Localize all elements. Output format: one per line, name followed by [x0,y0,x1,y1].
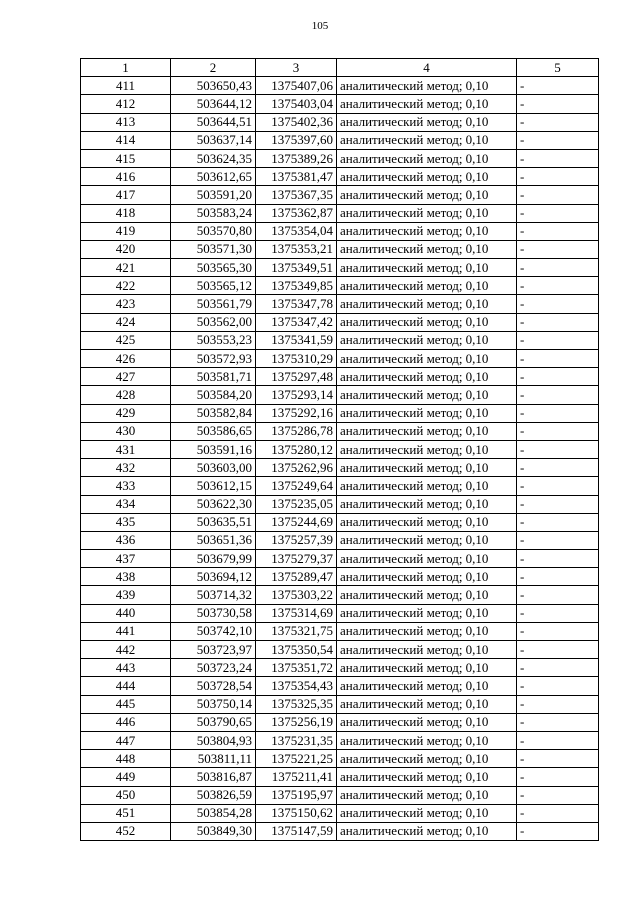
y-coordinate-cell: 1375349,85 [256,277,337,295]
table-row [81,459,599,477]
y-coordinate-cell: 1375402,36 [256,113,337,131]
method-cell: аналитический метод; 0,10 [337,513,517,531]
table-row [81,295,599,313]
note-cell: - [517,95,599,113]
table-row [81,695,599,713]
note-cell: - [517,695,599,713]
method-cell: аналитический метод; 0,10 [337,259,517,277]
point-number-cell: 451 [81,804,171,822]
note-cell: - [517,786,599,804]
x-coordinate-cell: 503826,59 [171,786,256,804]
point-number-cell: 446 [81,713,171,731]
x-coordinate-cell: 503586,65 [171,422,256,440]
method-cell: аналитический метод; 0,10 [337,695,517,713]
x-coordinate-cell: 503570,80 [171,222,256,240]
point-number-cell: 450 [81,786,171,804]
method-cell: аналитический метод; 0,10 [337,204,517,222]
note-cell: - [517,313,599,331]
table-row [81,240,599,258]
table-row [81,731,599,749]
x-coordinate-cell: 503612,65 [171,168,256,186]
point-number-cell: 417 [81,186,171,204]
y-coordinate-cell: 1375195,97 [256,786,337,804]
note-cell: - [517,368,599,386]
note-cell: - [517,259,599,277]
coordinates-table [80,58,599,841]
y-coordinate-cell: 1375303,22 [256,586,337,604]
note-cell: - [517,222,599,240]
note-cell: - [517,622,599,640]
y-coordinate-cell: 1375147,59 [256,822,337,840]
method-cell: аналитический метод; 0,10 [337,495,517,513]
y-coordinate-cell: 1375280,12 [256,440,337,458]
note-cell: - [517,641,599,659]
method-cell: аналитический метод; 0,10 [337,604,517,622]
x-coordinate-cell: 503553,23 [171,331,256,349]
point-number-cell: 438 [81,568,171,586]
table-row [81,477,599,495]
note-cell: - [517,440,599,458]
table-row [81,186,599,204]
point-number-cell: 426 [81,350,171,368]
y-coordinate-cell: 1375231,35 [256,731,337,749]
x-coordinate-cell: 503565,30 [171,259,256,277]
x-coordinate-cell: 503591,16 [171,440,256,458]
y-coordinate-cell: 1375350,54 [256,641,337,659]
note-cell: - [517,77,599,95]
method-cell: аналитический метод; 0,10 [337,586,517,604]
point-number-cell: 412 [81,95,171,113]
table-row [81,641,599,659]
y-coordinate-cell: 1375397,60 [256,131,337,149]
x-coordinate-cell: 503723,24 [171,659,256,677]
note-cell: - [517,186,599,204]
note-cell: - [517,295,599,313]
y-coordinate-cell: 1375310,29 [256,350,337,368]
y-coordinate-cell: 1375353,21 [256,240,337,258]
x-coordinate-cell: 503635,51 [171,513,256,531]
table-row [81,422,599,440]
y-coordinate-cell: 1375347,78 [256,295,337,313]
x-coordinate-cell: 503612,15 [171,477,256,495]
method-cell: аналитический метод; 0,10 [337,95,517,113]
point-number-cell: 437 [81,550,171,568]
column-header: 3 [256,59,337,77]
point-number-cell: 415 [81,149,171,167]
column-header: 5 [517,59,599,77]
point-number-cell: 434 [81,495,171,513]
point-number-cell: 419 [81,222,171,240]
method-cell: аналитический метод; 0,10 [337,404,517,422]
method-cell: аналитический метод; 0,10 [337,822,517,840]
y-coordinate-cell: 1375354,04 [256,222,337,240]
point-number-cell: 442 [81,641,171,659]
y-coordinate-cell: 1375351,72 [256,659,337,677]
table-row [81,350,599,368]
x-coordinate-cell: 503694,12 [171,568,256,586]
table-row [81,531,599,549]
note-cell: - [517,604,599,622]
table-row [81,259,599,277]
table-row [81,768,599,786]
method-cell: аналитический метод; 0,10 [337,568,517,586]
point-number-cell: 439 [81,586,171,604]
y-coordinate-cell: 1375297,48 [256,368,337,386]
note-cell: - [517,331,599,349]
method-cell: аналитический метод; 0,10 [337,368,517,386]
note-cell: - [517,459,599,477]
point-number-cell: 449 [81,768,171,786]
method-cell: аналитический метод; 0,10 [337,731,517,749]
method-cell: аналитический метод; 0,10 [337,331,517,349]
y-coordinate-cell: 1375321,75 [256,622,337,640]
y-coordinate-cell: 1375279,37 [256,550,337,568]
method-cell: аналитический метод; 0,10 [337,677,517,695]
point-number-cell: 422 [81,277,171,295]
note-cell: - [517,477,599,495]
x-coordinate-cell: 503622,30 [171,495,256,513]
x-coordinate-cell: 503624,35 [171,149,256,167]
x-coordinate-cell: 503603,00 [171,459,256,477]
table-row [81,222,599,240]
method-cell: аналитический метод; 0,10 [337,350,517,368]
y-coordinate-cell: 1375407,06 [256,77,337,95]
method-cell: аналитический метод; 0,10 [337,550,517,568]
note-cell: - [517,731,599,749]
method-cell: аналитический метод; 0,10 [337,295,517,313]
note-cell: - [517,240,599,258]
point-number-cell: 430 [81,422,171,440]
table-row [81,331,599,349]
x-coordinate-cell: 503644,51 [171,113,256,131]
x-coordinate-cell: 503650,43 [171,77,256,95]
method-cell: аналитический метод; 0,10 [337,131,517,149]
y-coordinate-cell: 1375381,47 [256,168,337,186]
table-row [81,204,599,222]
table-row [81,713,599,731]
note-cell: - [517,513,599,531]
point-number-cell: 416 [81,168,171,186]
method-cell: аналитический метод; 0,10 [337,768,517,786]
method-cell: аналитический метод; 0,10 [337,240,517,258]
method-cell: аналитический метод; 0,10 [337,77,517,95]
x-coordinate-cell: 503730,58 [171,604,256,622]
y-coordinate-cell: 1375367,35 [256,186,337,204]
note-cell: - [517,550,599,568]
y-coordinate-cell: 1375389,26 [256,149,337,167]
point-number-cell: 421 [81,259,171,277]
note-cell: - [517,386,599,404]
note-cell: - [517,350,599,368]
y-coordinate-cell: 1375403,04 [256,95,337,113]
point-number-cell: 445 [81,695,171,713]
note-cell: - [517,495,599,513]
point-number-cell: 431 [81,440,171,458]
note-cell: - [517,822,599,840]
y-coordinate-cell: 1375244,69 [256,513,337,531]
method-cell: аналитический метод; 0,10 [337,222,517,240]
point-number-cell: 447 [81,731,171,749]
note-cell: - [517,149,599,167]
y-coordinate-cell: 1375150,62 [256,804,337,822]
column-header: 1 [81,59,171,77]
note-cell: - [517,168,599,186]
x-coordinate-cell: 503561,79 [171,295,256,313]
x-coordinate-cell: 503804,93 [171,731,256,749]
y-coordinate-cell: 1375292,16 [256,404,337,422]
y-coordinate-cell: 1375235,05 [256,495,337,513]
y-coordinate-cell: 1375362,87 [256,204,337,222]
table-row [81,131,599,149]
table-row [81,77,599,95]
method-cell: аналитический метод; 0,10 [337,386,517,404]
point-number-cell: 411 [81,77,171,95]
x-coordinate-cell: 503637,14 [171,131,256,149]
x-coordinate-cell: 503591,20 [171,186,256,204]
point-number-cell: 443 [81,659,171,677]
table-row [81,313,599,331]
table-row [81,368,599,386]
table-row [81,495,599,513]
y-coordinate-cell: 1375289,47 [256,568,337,586]
y-coordinate-cell: 1375354,43 [256,677,337,695]
method-cell: аналитический метод; 0,10 [337,440,517,458]
y-coordinate-cell: 1375293,14 [256,386,337,404]
x-coordinate-cell: 503644,12 [171,95,256,113]
note-cell: - [517,204,599,222]
table-row [81,804,599,822]
point-number-cell: 444 [81,677,171,695]
table-body [81,77,599,841]
table-row [81,604,599,622]
method-cell: аналитический метод; 0,10 [337,713,517,731]
method-cell: аналитический метод; 0,10 [337,750,517,768]
x-coordinate-cell: 503584,20 [171,386,256,404]
note-cell: - [517,422,599,440]
method-cell: аналитический метод; 0,10 [337,804,517,822]
table-header-row [81,59,599,77]
method-cell: аналитический метод; 0,10 [337,786,517,804]
y-coordinate-cell: 1375262,96 [256,459,337,477]
x-coordinate-cell: 503583,24 [171,204,256,222]
y-coordinate-cell: 1375256,19 [256,713,337,731]
method-cell: аналитический метод; 0,10 [337,477,517,495]
table-row [81,440,599,458]
table-row [81,586,599,604]
table-row [81,659,599,677]
table-row [81,750,599,768]
note-cell: - [517,568,599,586]
note-cell: - [517,713,599,731]
point-number-cell: 440 [81,604,171,622]
point-number-cell: 433 [81,477,171,495]
note-cell: - [517,277,599,295]
y-coordinate-cell: 1375349,51 [256,259,337,277]
table-row [81,786,599,804]
table-row [81,822,599,840]
x-coordinate-cell: 503565,12 [171,277,256,295]
table-row [81,149,599,167]
point-number-cell: 423 [81,295,171,313]
y-coordinate-cell: 1375211,41 [256,768,337,786]
note-cell: - [517,768,599,786]
method-cell: аналитический метод; 0,10 [337,168,517,186]
point-number-cell: 420 [81,240,171,258]
note-cell: - [517,659,599,677]
y-coordinate-cell: 1375314,69 [256,604,337,622]
point-number-cell: 414 [81,131,171,149]
method-cell: аналитический метод; 0,10 [337,149,517,167]
point-number-cell: 413 [81,113,171,131]
table-row [81,677,599,695]
y-coordinate-cell: 1375221,25 [256,750,337,768]
method-cell: аналитический метод; 0,10 [337,422,517,440]
x-coordinate-cell: 503714,32 [171,586,256,604]
table-row [81,95,599,113]
table-row [81,622,599,640]
method-cell: аналитический метод; 0,10 [337,313,517,331]
x-coordinate-cell: 503651,36 [171,531,256,549]
y-coordinate-cell: 1375257,39 [256,531,337,549]
table-row [81,404,599,422]
note-cell: - [517,677,599,695]
method-cell: аналитический метод; 0,10 [337,113,517,131]
x-coordinate-cell: 503790,65 [171,713,256,731]
method-cell: аналитический метод; 0,10 [337,622,517,640]
y-coordinate-cell: 1375249,64 [256,477,337,495]
method-cell: аналитический метод; 0,10 [337,277,517,295]
point-number-cell: 436 [81,531,171,549]
method-cell: аналитический метод; 0,10 [337,531,517,549]
method-cell: аналитический метод; 0,10 [337,659,517,677]
table-row [81,113,599,131]
point-number-cell: 448 [81,750,171,768]
note-cell: - [517,586,599,604]
point-number-cell: 427 [81,368,171,386]
note-cell: - [517,113,599,131]
x-coordinate-cell: 503581,71 [171,368,256,386]
x-coordinate-cell: 503728,54 [171,677,256,695]
y-coordinate-cell: 1375347,42 [256,313,337,331]
point-number-cell: 432 [81,459,171,477]
x-coordinate-cell: 503572,93 [171,350,256,368]
point-number-cell: 418 [81,204,171,222]
point-number-cell: 424 [81,313,171,331]
table-row [81,277,599,295]
x-coordinate-cell: 503571,30 [171,240,256,258]
y-coordinate-cell: 1375341,59 [256,331,337,349]
point-number-cell: 441 [81,622,171,640]
note-cell: - [517,404,599,422]
point-number-cell: 429 [81,404,171,422]
point-number-cell: 452 [81,822,171,840]
x-coordinate-cell: 503679,99 [171,550,256,568]
note-cell: - [517,131,599,149]
method-cell: аналитический метод; 0,10 [337,641,517,659]
note-cell: - [517,531,599,549]
x-coordinate-cell: 503854,28 [171,804,256,822]
page-number: 105 [311,20,329,32]
point-number-cell: 435 [81,513,171,531]
table-row [81,550,599,568]
x-coordinate-cell: 503811,11 [171,750,256,768]
y-coordinate-cell: 1375325,35 [256,695,337,713]
table-row [81,513,599,531]
note-cell: - [517,804,599,822]
method-cell: аналитический метод; 0,10 [337,186,517,204]
x-coordinate-cell: 503582,84 [171,404,256,422]
table-row [81,568,599,586]
point-number-cell: 425 [81,331,171,349]
point-number-cell: 428 [81,386,171,404]
method-cell: аналитический метод; 0,10 [337,459,517,477]
x-coordinate-cell: 503742,10 [171,622,256,640]
column-header: 2 [171,59,256,77]
x-coordinate-cell: 503750,14 [171,695,256,713]
x-coordinate-cell: 503562,00 [171,313,256,331]
column-header: 4 [337,59,517,77]
x-coordinate-cell: 503849,30 [171,822,256,840]
table-row [81,168,599,186]
table-row [81,386,599,404]
x-coordinate-cell: 503816,87 [171,768,256,786]
y-coordinate-cell: 1375286,78 [256,422,337,440]
x-coordinate-cell: 503723,97 [171,641,256,659]
note-cell: - [517,750,599,768]
